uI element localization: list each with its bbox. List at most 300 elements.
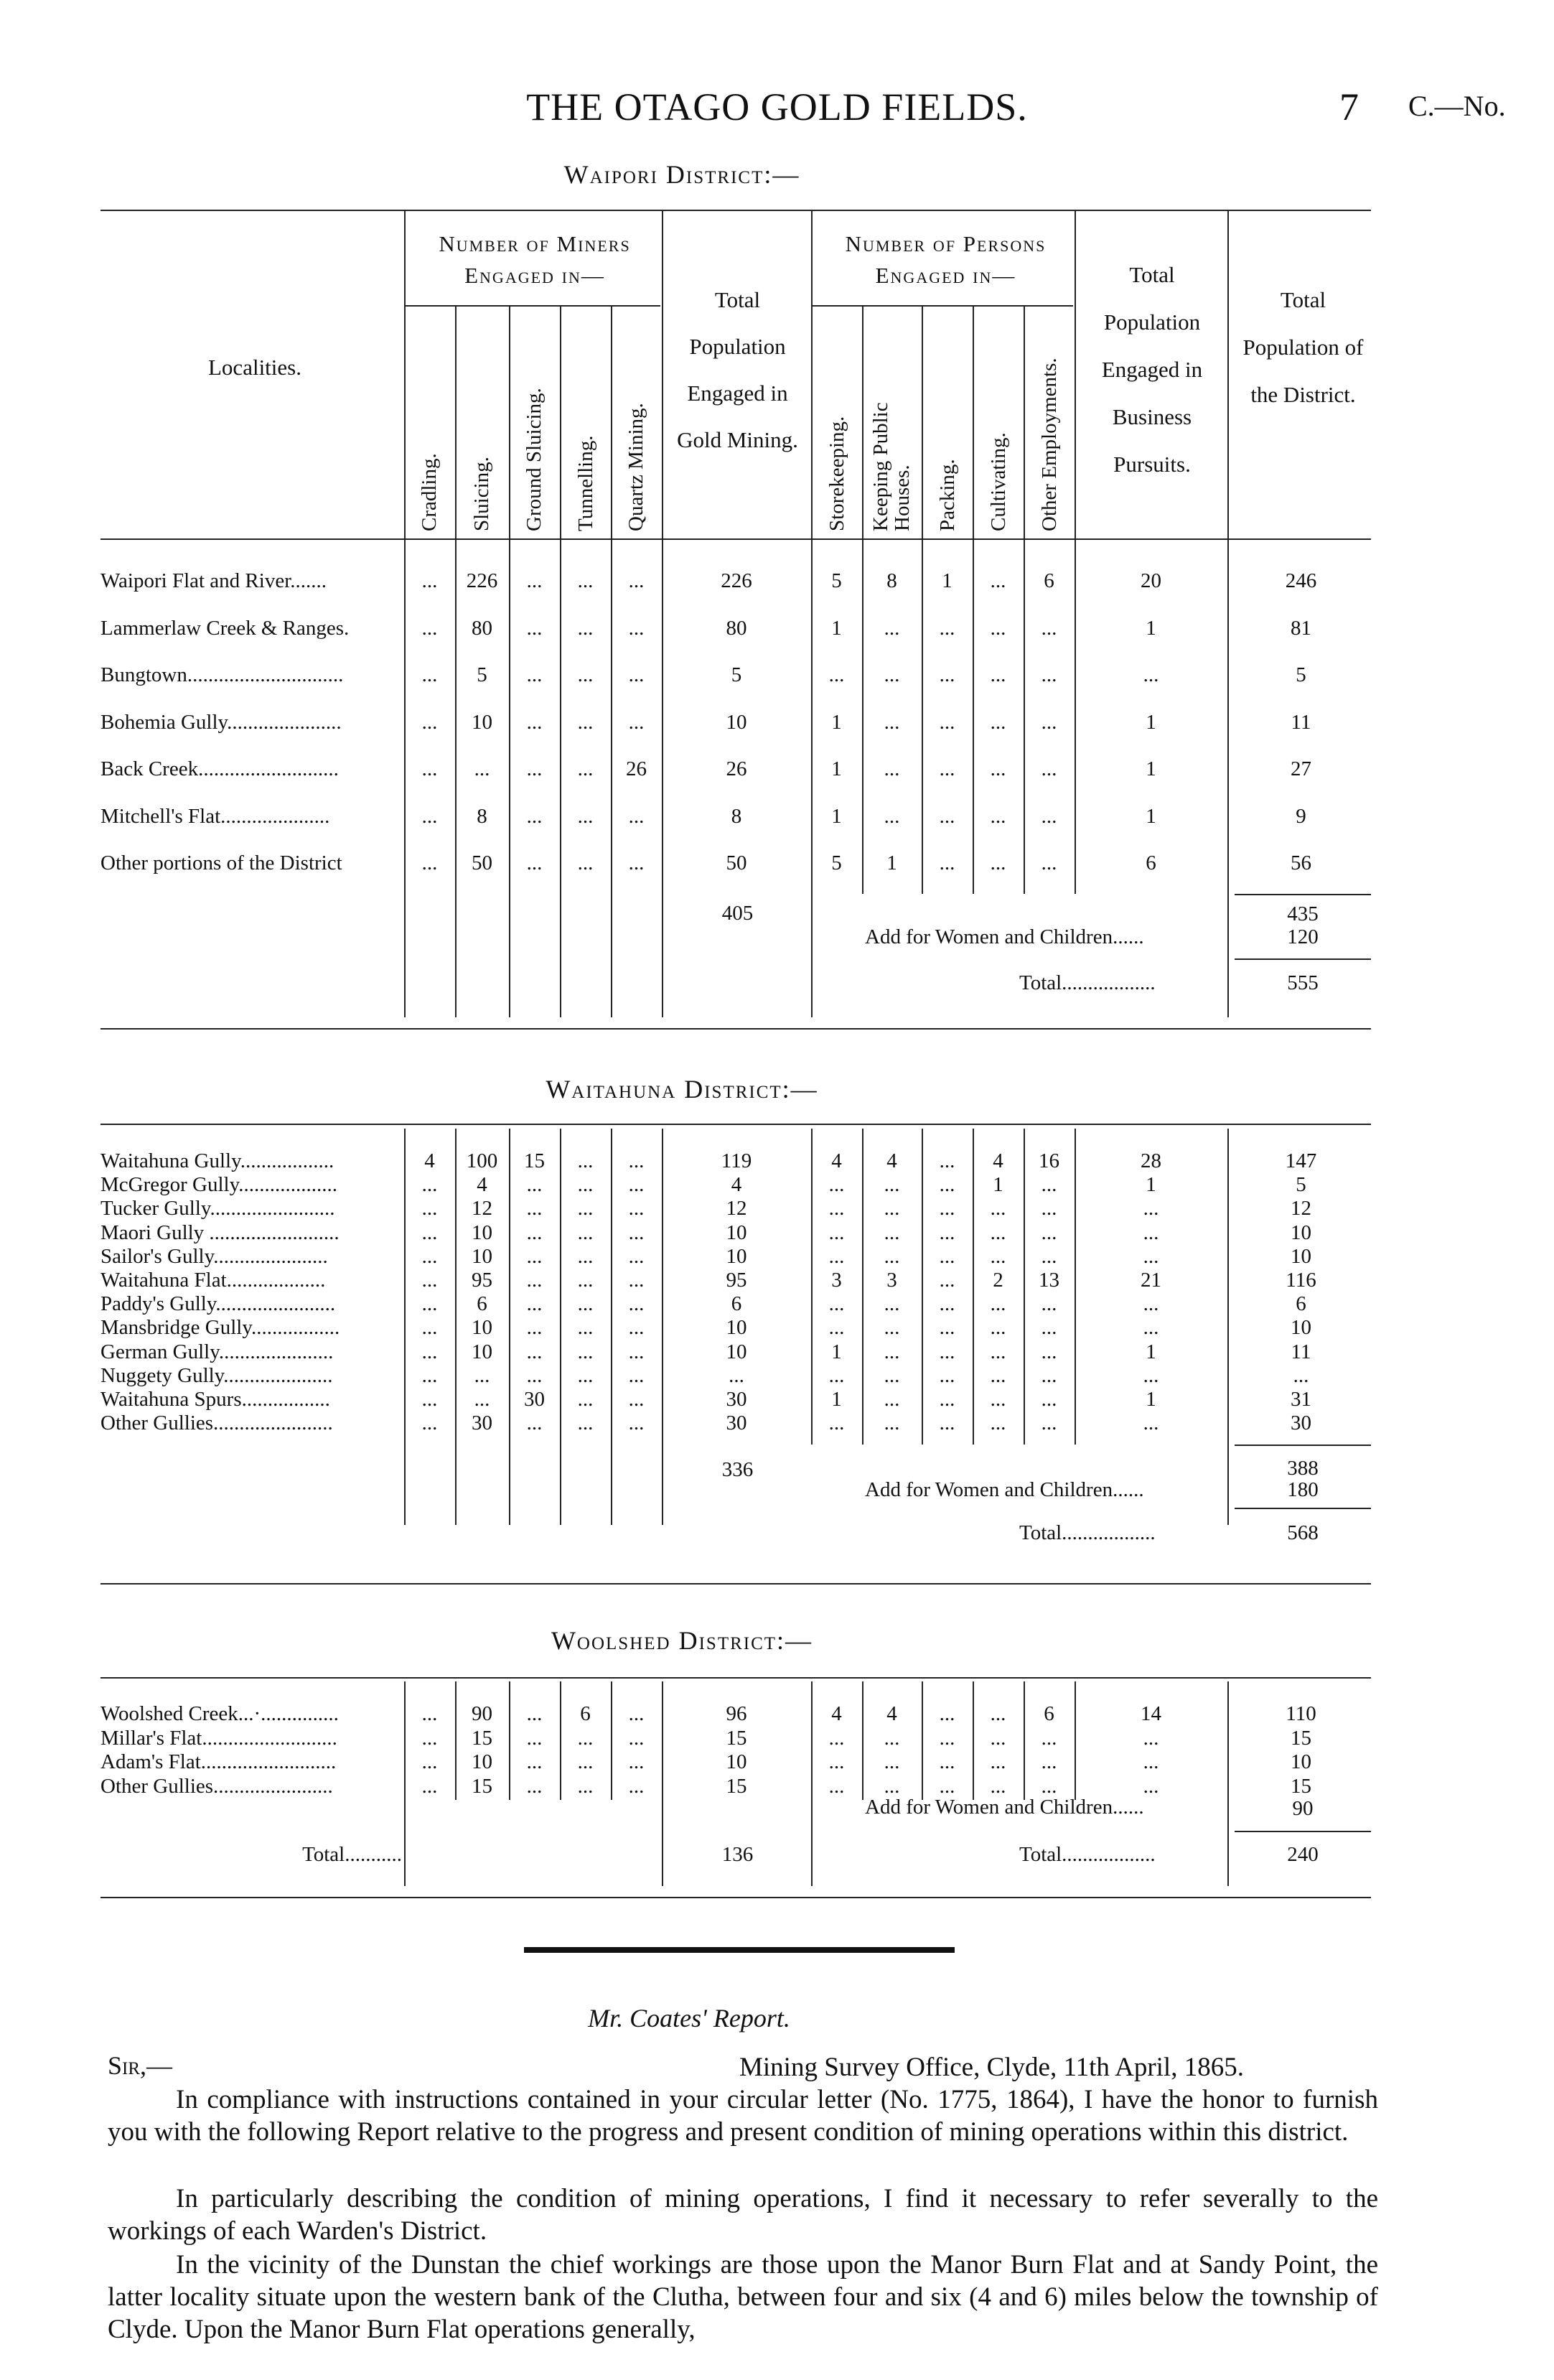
table-cell: ... [421, 1340, 438, 1363]
locality-name: Maori Gully ......................... [100, 1221, 340, 1244]
table-cell: ... [828, 1292, 845, 1316]
table-cell: ... [990, 1197, 1006, 1221]
waipori-persons-subrule [811, 305, 1073, 307]
table-cell: ... [1041, 1726, 1057, 1750]
table-cell: ... [1143, 1292, 1159, 1316]
table-cell: 1 [1146, 804, 1156, 828]
page-title: THE OTAGO GOLD FIELDS. [526, 85, 1028, 129]
table-cell: ... [526, 1269, 543, 1292]
waipori-vrule [662, 210, 663, 1017]
table-cell: 50 [726, 851, 747, 874]
table-cell: 1 [993, 1173, 1003, 1197]
table-cell: 9 [1296, 804, 1306, 828]
table-cell: ... [628, 1702, 645, 1725]
table-cell: 100 [466, 1149, 498, 1172]
table-cell: ... [884, 1750, 900, 1773]
table-cell: ... [828, 1221, 845, 1244]
waipori-vrule [611, 305, 612, 1017]
woolshed-add-value: 90 [1292, 1797, 1314, 1820]
table-cell: ... [990, 1244, 1006, 1268]
table-cell: ... [421, 1173, 438, 1197]
table-cell: ... [474, 1388, 490, 1411]
table-cell: 3 [831, 1269, 842, 1292]
table-cell: 30 [726, 1388, 747, 1411]
table-cell: 119 [721, 1149, 752, 1172]
report-paragraph-1: In compliance with instructions contained in your circular letter (No. 1775, 1864), I have the honor to furnish you with the following Report relative to the progress and present condition of mining operations within this district. [108, 2085, 1378, 2147]
section-separator [524, 1947, 955, 1953]
locality-name: Waitahuna Gully.................. [100, 1149, 334, 1172]
locality-name: Lammerlaw Creek & Ranges. [100, 616, 350, 640]
table-cell: 15 [524, 1149, 545, 1172]
table-cell: 1 [1146, 1173, 1156, 1197]
table-cell: ... [577, 1292, 594, 1316]
table-cell: ... [628, 804, 645, 828]
locality-name: Back Creek........................... [100, 757, 339, 780]
table-cell: ... [628, 1340, 645, 1363]
table-cell: 10 [472, 1244, 492, 1268]
waipori-title: Waipori District:— [563, 160, 800, 189]
table-cell: ... [884, 1388, 900, 1411]
table-cell: ... [421, 757, 438, 780]
table-cell: 6 [1296, 1292, 1306, 1316]
table-cell: ... [1041, 757, 1057, 780]
table-cell: ... [421, 710, 438, 734]
waipori-vrule [455, 305, 457, 1017]
waitahuna-subtotal-rule [1235, 1445, 1371, 1446]
table-cell: ... [577, 1388, 594, 1411]
table-cell: 10 [472, 1221, 492, 1244]
table-cell: 1 [886, 851, 897, 874]
table-cell: ... [526, 1750, 543, 1773]
waipori-gold-total: 405 [721, 902, 754, 925]
waipori-vrule [404, 210, 406, 1017]
waipori-vrule [560, 305, 561, 1017]
table-cell: 14 [1141, 1702, 1161, 1725]
table-cell: 10 [1291, 1750, 1311, 1773]
table-cell: ... [884, 757, 900, 780]
locality-name: Waitahuna Flat................... [100, 1269, 326, 1292]
table-cell: 11 [1291, 1340, 1311, 1363]
waipori-miners-subrule [406, 305, 660, 307]
table-cell: 15 [1291, 1726, 1311, 1750]
table-cell: ... [884, 1173, 900, 1197]
table-cell: 4 [886, 1149, 897, 1172]
table-cell: ... [939, 616, 955, 640]
table-cell: ... [828, 1774, 845, 1798]
table-cell: ... [628, 1363, 645, 1387]
table-cell: ... [1041, 1411, 1057, 1435]
table-cell: 8 [886, 569, 897, 592]
table-cell: ... [990, 757, 1006, 780]
table-cell: ... [939, 1149, 955, 1172]
table-cell: ... [828, 1316, 845, 1340]
table-cell: ... [884, 1726, 900, 1750]
cradling-header: Cradling. [418, 453, 441, 531]
table-cell: ... [939, 1774, 955, 1798]
table-cell: 4 [731, 1173, 742, 1197]
table-cell: ... [939, 757, 955, 780]
table-cell: 1 [831, 1388, 842, 1411]
table-cell: ... [628, 1221, 645, 1244]
table-cell: ... [990, 1316, 1006, 1340]
table-cell: ... [828, 1726, 845, 1750]
table-cell: 5 [1296, 663, 1306, 686]
table-cell: ... [421, 1221, 438, 1244]
table-cell: ... [577, 569, 594, 592]
report-paragraph-2: In particularly describing the condition of mining operations, I find it necessary to refer severally to the workings of each Warden's District. [108, 2184, 1378, 2246]
table-cell: 30 [524, 1388, 545, 1411]
persons-group-header: Number of Persons Engaged in— [845, 231, 1047, 288]
cultivating-header: Cultivating. [987, 432, 1010, 531]
table-cell: ... [1143, 1316, 1159, 1340]
table-cell: 26 [626, 757, 647, 780]
table-cell: ... [421, 1411, 438, 1435]
locality-name: Nuggety Gully..................... [100, 1363, 333, 1387]
waitahuna-total-label: Total.................. [1019, 1521, 1156, 1544]
table-cell: 10 [1291, 1244, 1311, 1268]
table-cell: 246 [1285, 569, 1317, 592]
table-cell: ... [526, 710, 543, 734]
table-cell: ... [990, 1363, 1006, 1387]
table-cell: 10 [726, 1244, 747, 1268]
table-cell: 116 [1286, 1269, 1316, 1292]
table-cell: ... [828, 663, 845, 686]
series-code: C.—No. [1408, 90, 1506, 122]
table-cell: 1 [831, 757, 842, 780]
table-cell: ... [1143, 1411, 1159, 1435]
table-cell: ... [421, 1726, 438, 1750]
table-cell: 1 [1146, 1340, 1156, 1363]
table-cell: 26 [726, 757, 747, 780]
table-cell: ... [1143, 1244, 1159, 1268]
table-cell: ... [628, 1149, 645, 1172]
table-cell: ... [577, 663, 594, 686]
table-cell: ... [628, 1726, 645, 1750]
table-cell: ... [884, 1340, 900, 1363]
table-cell: ... [577, 1316, 594, 1340]
table-cell: ... [884, 1316, 900, 1340]
total-business-header: Total Population Engaged in Business Pursuits. [1101, 262, 1203, 477]
table-cell: ... [1143, 1726, 1159, 1750]
miners-group-header: Number of Miners Engaged in— [439, 231, 631, 288]
table-cell: 20 [1141, 569, 1161, 592]
woolshed-total-loc-label: Total........... [302, 1843, 402, 1866]
table-cell: ... [939, 1726, 955, 1750]
table-cell: ... [828, 1244, 845, 1268]
table-cell: ... [577, 1197, 594, 1221]
table-cell: ... [884, 1411, 900, 1435]
table-cell: ... [577, 1173, 594, 1197]
table-cell: ... [828, 1363, 845, 1387]
ground-sluicing-header: Ground Sluicing. [523, 388, 546, 531]
locality-name: Waipori Flat and River....... [100, 569, 327, 592]
table-cell: ... [628, 1388, 645, 1411]
table-cell: ... [939, 1363, 955, 1387]
table-cell: ... [939, 1173, 955, 1197]
table-cell: ... [884, 1774, 900, 1798]
waipori-bottom-rule [100, 1028, 1371, 1030]
table-cell: 15 [726, 1726, 747, 1750]
table-cell: ... [1041, 710, 1057, 734]
table-cell: ... [421, 663, 438, 686]
waipori-add-label: Add for Women and Children...... [865, 925, 1144, 948]
waitahuna-gold-total: 336 [721, 1458, 754, 1481]
table-cell: ... [526, 1726, 543, 1750]
table-cell: ... [1041, 1363, 1057, 1387]
table-cell: ... [526, 1363, 543, 1387]
table-cell: 95 [726, 1269, 747, 1292]
locality-name: Bungtown.............................. [100, 663, 344, 686]
locality-name: Waitahuna Spurs................. [100, 1388, 330, 1411]
table-cell: ... [628, 1411, 645, 1435]
table-cell: ... [884, 1197, 900, 1221]
table-cell: ... [884, 1221, 900, 1244]
table-cell: 1 [1146, 710, 1156, 734]
table-cell: ... [990, 1702, 1006, 1725]
table-cell: 30 [472, 1411, 492, 1435]
locality-name: Adam's Flat.......................... [100, 1750, 337, 1773]
table-cell: ... [1143, 1221, 1159, 1244]
table-cell: ... [628, 1750, 645, 1773]
table-cell: 4 [886, 1702, 897, 1725]
quartz-mining-header: Quartz Mining. [624, 403, 647, 531]
table-cell: 10 [726, 710, 747, 734]
table-cell: ... [526, 569, 543, 592]
table-cell: ... [526, 1702, 543, 1725]
table-cell: ... [939, 1292, 955, 1316]
table-cell: 10 [726, 1316, 747, 1340]
table-cell: 6 [1044, 1702, 1054, 1725]
table-cell: 110 [1286, 1702, 1316, 1725]
table-cell: ... [1041, 616, 1057, 640]
table-cell: ... [1143, 1197, 1159, 1221]
locality-name: Mitchell's Flat..................... [100, 804, 330, 828]
table-cell: ... [1041, 1244, 1057, 1268]
table-cell: ... [939, 1221, 955, 1244]
table-cell: 1 [1146, 616, 1156, 640]
table-cell: 10 [1291, 1316, 1311, 1340]
table-cell: ... [939, 1340, 955, 1363]
table-cell: ... [628, 1173, 645, 1197]
dateline: Mining Survey Office, Clyde, 11th April, 1865. [739, 2053, 1244, 2082]
table-cell: ... [421, 1292, 438, 1316]
table-cell: ... [1041, 1221, 1057, 1244]
table-cell: 4 [993, 1149, 1003, 1172]
table-cell: 10 [472, 1340, 492, 1363]
table-cell: ... [628, 1292, 645, 1316]
table-cell: 13 [1039, 1269, 1059, 1292]
table-cell: ... [474, 1363, 490, 1387]
tunnelling-header: Tunnelling. [574, 435, 597, 531]
table-cell: ... [990, 663, 1006, 686]
table-cell: 15 [726, 1774, 747, 1798]
table-cell: ... [1293, 1363, 1309, 1387]
table-cell: ... [1041, 804, 1057, 828]
table-cell: ... [990, 1221, 1006, 1244]
table-cell: 80 [726, 616, 747, 640]
table-cell: ... [421, 1388, 438, 1411]
table-cell: ... [1041, 1340, 1057, 1363]
table-cell: 5 [1296, 1173, 1306, 1197]
woolshed-total-value: 240 [1287, 1843, 1319, 1866]
table-cell: 4 [831, 1702, 842, 1725]
table-cell: 90 [472, 1702, 492, 1725]
table-cell: ... [884, 710, 900, 734]
woolshed-subtotal-rule [1235, 1831, 1371, 1832]
table-cell: 1 [831, 710, 842, 734]
woolshed-bottom-rule [100, 1897, 1371, 1898]
table-cell: 1 [942, 569, 952, 592]
table-cell: ... [577, 1221, 594, 1244]
table-cell: ... [939, 663, 955, 686]
sluicing-header: Sluicing. [470, 457, 493, 531]
table-cell: ... [526, 1173, 543, 1197]
table-cell: 56 [1291, 851, 1311, 874]
storekeeping-header: Storekeeping. [825, 416, 848, 531]
table-cell: ... [939, 1702, 955, 1725]
table-cell: ... [1041, 1173, 1057, 1197]
table-cell: 5 [477, 663, 487, 686]
woolshed-add-label: Add for Women and Children...... [865, 1796, 1144, 1819]
table-cell: ... [1041, 1774, 1057, 1798]
table-cell: ... [577, 710, 594, 734]
table-cell: 4 [477, 1173, 487, 1197]
table-cell: ... [526, 1774, 543, 1798]
table-cell: ... [526, 1411, 543, 1435]
page-number: 7 [1339, 85, 1359, 129]
table-cell: ... [884, 804, 900, 828]
table-cell: 95 [472, 1269, 492, 1292]
table-cell: ... [1143, 1774, 1159, 1798]
table-cell: ... [1041, 1197, 1057, 1221]
table-cell: ... [577, 1149, 594, 1172]
table-cell: ... [577, 1750, 594, 1773]
table-cell: ... [990, 710, 1006, 734]
locality-name: Sailor's Gully...................... [100, 1244, 328, 1268]
table-cell: 3 [886, 1269, 897, 1292]
waipori-vrule [811, 210, 813, 1017]
table-cell: ... [577, 804, 594, 828]
table-cell: ... [884, 1363, 900, 1387]
table-cell: ... [577, 851, 594, 874]
locality-name: Other portions of the District [100, 851, 342, 874]
locality-name: Mansbridge Gully................. [100, 1316, 340, 1340]
table-cell: ... [1041, 1292, 1057, 1316]
table-cell: 10 [726, 1750, 747, 1773]
table-cell: ... [577, 1411, 594, 1435]
table-cell: ... [939, 1388, 955, 1411]
table-cell: 80 [472, 616, 492, 640]
table-cell: 1 [831, 804, 842, 828]
locality-name: Tucker Gully........................ [100, 1197, 335, 1221]
waitahuna-sum: 388 [1287, 1457, 1319, 1480]
table-cell: ... [421, 804, 438, 828]
locality-name: Millar's Flat.......................... [100, 1726, 337, 1750]
table-cell: ... [939, 804, 955, 828]
table-cell: 12 [726, 1197, 747, 1221]
table-cell: 6 [580, 1702, 591, 1725]
locality-name: McGregor Gully................... [100, 1173, 337, 1197]
table-cell: 1 [831, 616, 842, 640]
table-cell: ... [421, 616, 438, 640]
woolshed-top-rule [100, 1677, 1371, 1679]
table-cell: 10 [472, 1316, 492, 1340]
waitahuna-title: Waitahuna District:— [546, 1075, 818, 1103]
table-cell: ... [1143, 1750, 1159, 1773]
table-cell: ... [990, 804, 1006, 828]
table-cell: ... [577, 1340, 594, 1363]
table-cell: 1 [1146, 1388, 1156, 1411]
woolshed-gold-total: 136 [721, 1843, 754, 1866]
woolshed-total-label: Total.................. [1019, 1843, 1156, 1866]
table-cell: ... [577, 1363, 594, 1387]
table-cell: 28 [1141, 1149, 1161, 1172]
table-cell: 10 [726, 1221, 747, 1244]
table-cell: 4 [424, 1149, 435, 1172]
table-cell: ... [577, 757, 594, 780]
table-cell: 81 [1291, 616, 1311, 640]
table-cell: ... [526, 663, 543, 686]
table-cell: 10 [472, 1750, 492, 1773]
table-cell: 15 [472, 1726, 492, 1750]
packing-header: Packing. [936, 459, 959, 531]
table-cell: ... [939, 1411, 955, 1435]
locality-name: Other Gullies....................... [100, 1774, 333, 1798]
table-cell: ... [939, 1269, 955, 1292]
locality-name: Other Gullies....................... [100, 1411, 333, 1435]
table-cell: 5 [731, 663, 742, 686]
table-cell: ... [421, 851, 438, 874]
table-cell: ... [628, 710, 645, 734]
table-cell: ... [990, 1750, 1006, 1773]
table-cell: ... [990, 616, 1006, 640]
table-cell: ... [474, 757, 490, 780]
table-cell: ... [526, 1316, 543, 1340]
waitahuna-add-value: 180 [1287, 1478, 1319, 1501]
table-cell: ... [628, 1244, 645, 1268]
table-cell: ... [939, 851, 955, 874]
table-cell: 11 [1291, 710, 1311, 734]
table-cell: 147 [1285, 1149, 1317, 1172]
table-cell: ... [577, 1269, 594, 1292]
waitahuna-add-label: Add for Women and Children...... [865, 1478, 1144, 1501]
table-cell: 226 [466, 569, 498, 592]
table-cell: ... [884, 663, 900, 686]
table-cell: ... [526, 851, 543, 874]
table-cell: ... [421, 1316, 438, 1340]
table-cell: ... [990, 1774, 1006, 1798]
total-gold-header: Total Population Engaged in Gold Mining. [677, 287, 798, 452]
locality-name: Bohemia Gully...................... [100, 710, 342, 734]
table-cell: ... [421, 1774, 438, 1798]
table-cell: ... [628, 1197, 645, 1221]
table-cell: ... [421, 1750, 438, 1773]
waitahuna-bottom-rule [100, 1583, 1371, 1585]
table-cell: 8 [731, 804, 742, 828]
table-cell: ... [628, 616, 645, 640]
table-cell: ... [526, 1244, 543, 1268]
table-cell: ... [526, 1221, 543, 1244]
table-cell: 6 [477, 1292, 487, 1316]
table-cell: ... [526, 1340, 543, 1363]
table-cell: 10 [726, 1340, 747, 1363]
table-cell: 21 [1141, 1269, 1161, 1292]
table-cell: ... [421, 1269, 438, 1292]
table-cell: ... [1041, 1750, 1057, 1773]
waipori-add-value: 120 [1287, 925, 1319, 948]
table-cell: ... [990, 851, 1006, 874]
table-cell: ... [577, 1726, 594, 1750]
